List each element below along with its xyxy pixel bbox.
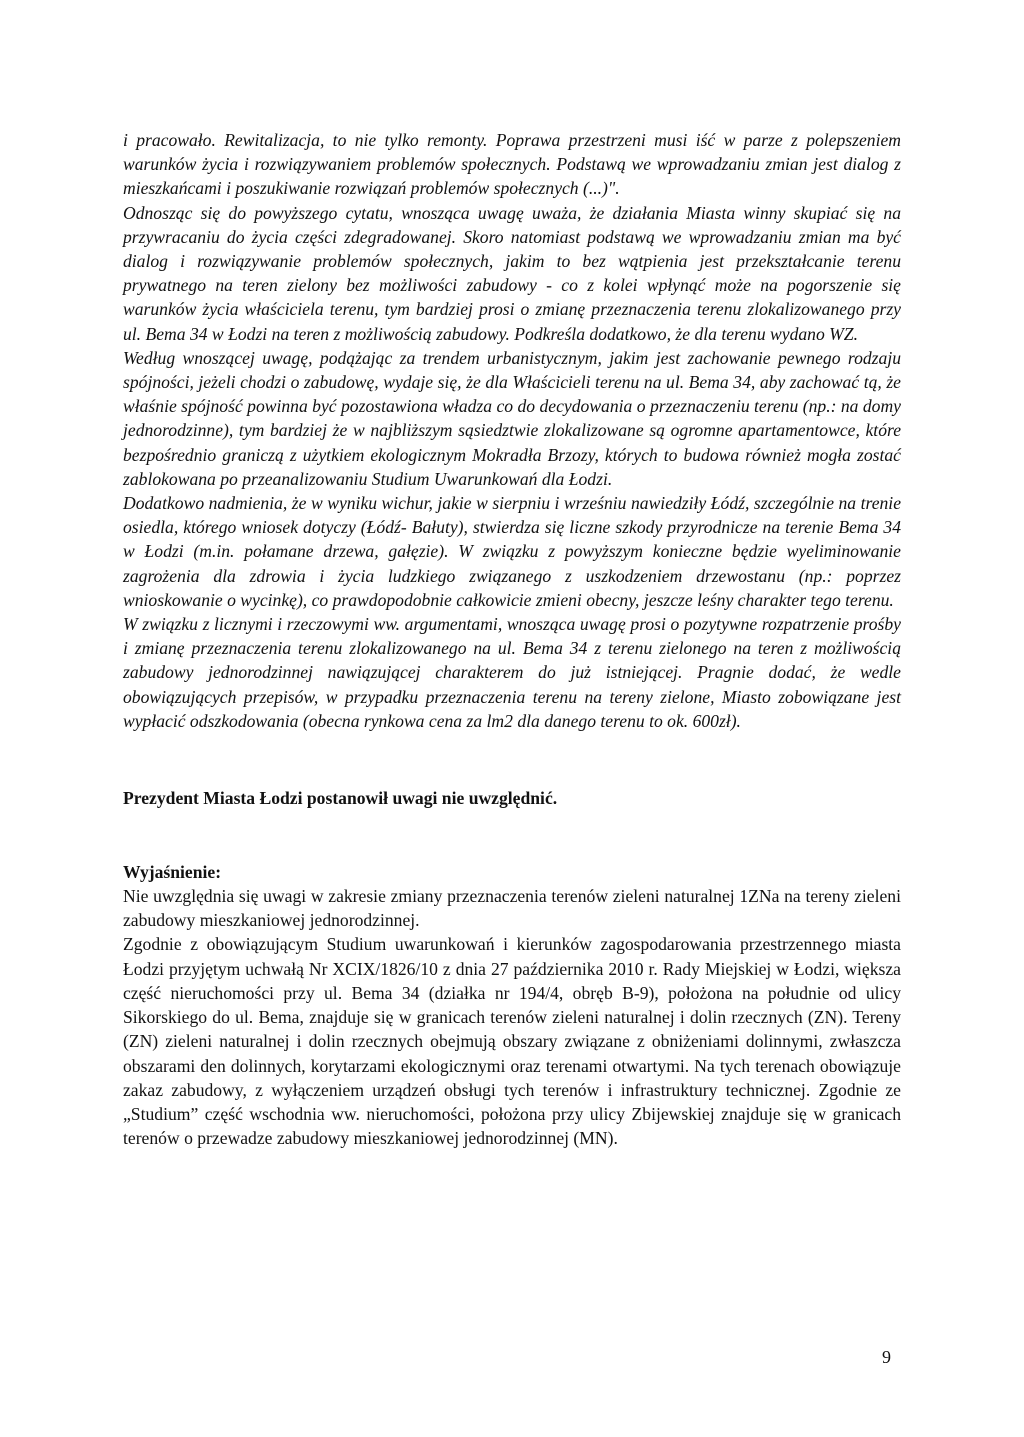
quote-paragraph-4: Dodatkowo nadmienia, że w wyniku wichur, jakie w sierpniu i wrześniu nawiedziły Łódź, szczególnie na trenie osiedla, którego wniosek dotyczy (Łódź- Bałuty), stwierdza się liczne szkody przyrodnicze na terenie Bema 34 w Łodzi (m.in. połamane drzewa, gałęzie). W związku z powyższym konieczne będzie wyeliminowanie zagrożenia dla zdrowia i życia ludzkiego związanego z uszkodzeniem drzewostanu (np.: poprzez wnioskowanie o wycinkę), co prawdopodobnie całkowicie zmieni obecny, jeszcze leśny charakter tego terenu. — [123, 493, 901, 610]
explanation-paragraph-1: Nie uwzględnia się uwagi w zakresie zmiany przeznaczenia terenów zieleni naturalnej 1ZNa na tereny zieleni zabudowy mieszkaniowej jednorodzinnej. — [123, 886, 901, 931]
document-page — [123, 128, 901, 1150]
quote-paragraph-1: i pracowało. Rewitalizacja, to nie tylko remonty. Poprawa przestrzeni musi iść w parze z polepszeniem warunków życia i rozwiązywaniem problemów społecznych. Podstawą we wprowadzaniu zmian jest dialog z mieszkańcami i poszukiwanie rozwiązań problemów społecznych (...)". — [123, 130, 901, 199]
explanation-paragraph-2: Zgodnie z obowiązującym Studium uwarunkowań i kierunków zagospodarowania przestrzennego miasta Łodzi przyjętym uchwałą Nr XCIX/1826/10 z dnia 27 października 2010 r. Rady Miejskiej w Łodzi, większa część nieruchomości przy ul. Bema 34 (działka nr 194/4, obręb B-9), położona na południe od ulicy Sikorskiego do ul. Bema, znajduje się w granicach terenów zieleni naturalnej i dolin rzecznych (ZN). Tereny (ZN) zieleni naturalnej i dolin rzecznych obejmują obszary związane z obniżeniami dolinnymi, zwłaszcza obszarami den dolinnych, korytarzami ekologicznymi oraz terenami otwartymi. Na tych terenach obowiązuje zakaz zabudowy, z wyłączeniem urządzeń obsługi tych terenów i infrastruktury technicznej. Zgodnie ze „Studium” część wschodnia ww. nieruchomości, położona przy ulicy Zbijewskiej znajduje się w granicach terenów o przewadze zabudowy mieszkaniowej jednorodzinnej (MN). — [123, 934, 901, 1149]
explanation-heading: Wyjaśnienie: — [123, 862, 222, 883]
quoted-objection-text — [123, 128, 901, 733]
quote-paragraph-2: Odnosząc się do powyższego cytatu, wnosząca uwagę uważa, że działania Miasta winny skupiać się na przywracaniu do życia części zdegradowanej. Skoro natomiast podstawą we wprowadzaniu zmian ma być dialog i rozwiązywanie problemów społecznych, jakim to bez wątpienia jest przekształcanie terenu prywatnego na teren zielony bez możliwości zabudowy - co z kolei wpłynąć może na pogorszenie się warunków życia właściciela terenu, tym bardziej prosi o zmianę przeznaczenia terenu zlokalizowanego przy ul. Bema 34 w Łodzi na teren z możliwością zabudowy. Podkreśla dodatkowo, że dla terenu wydano WZ. — [123, 202, 901, 344]
quote-paragraph-5: W związku z licznymi i rzeczowymi ww. argumentami, wnosząca uwagę prosi o pozytywne rozpatrzenie prośby i zmianę przeznaczenia terenu zlokalizowanego na ul. Bema 34 z terenu zielonego na teren z możliwością zabudowy jednorodzinnej nawiązującej charakterem do już istniejącej. Pragnie dodać, że wedle obowiązujących przepisów, w przypadku przeznaczenia terenu na tereny zielone, Miasto zobowiązane jest wypłacić odszkodowania (obecna rynkowa cena za lm2 dla danego terenu to ok. 600zł). — [123, 614, 901, 731]
page-number: 9 — [882, 1347, 891, 1367]
quote-paragraph-3: Według wnoszącej uwagę, podążając za trendem urbanistycznym, jakim jest zachowanie pewnego rodzaju spójności, jeżeli chodzi o zabudowę, wydaje się, że dla Właścicieli terenu na ul. Bema 34, aby zachować tą, że właśnie spójność powinna być pozostawiona władza co do decydowania o przeznaczeniu terenu (np.: na domy jednorodzinne), tym bardziej że w najbliższym sąsiedztwie zlokalizowane są ogromne apartamentowce, które bezpośrednio graniczą z użytkiem ekologicznym Mokradła Brzozy, których to budowa również mogła zostać zablokowana po przeanalizowaniu Studium Uwarunkowań dla Łodzi. — [123, 347, 901, 489]
decision-statement: Prezydent Miasta Łodzi postanowił uwagi nie uwzględnić. — [123, 788, 558, 809]
